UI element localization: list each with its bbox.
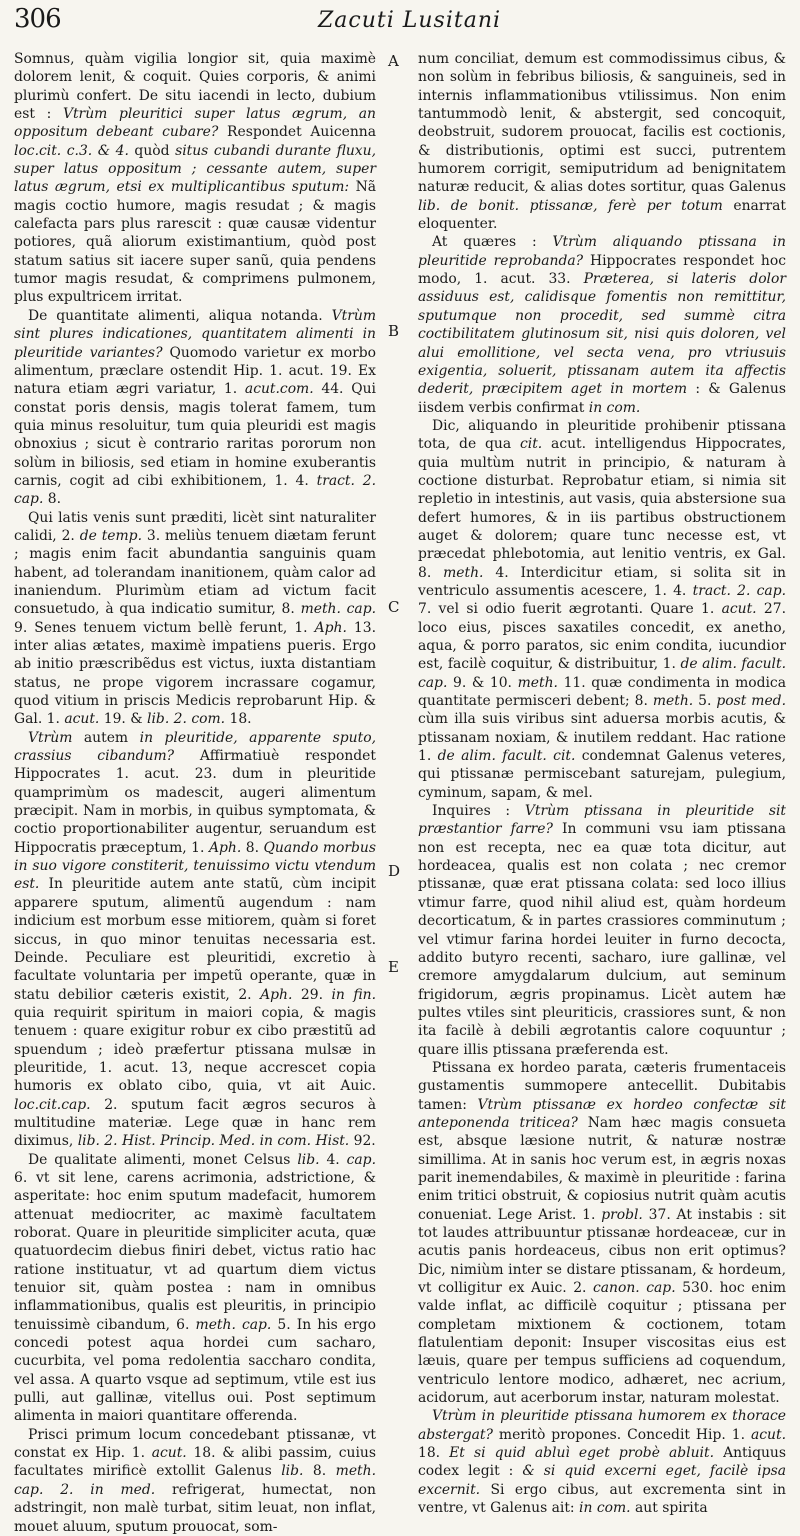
text-run: 6. vt sit lene, carens acrimonia, adstrictione, & asperitate: hoc enim sputum madefacit, humorem attenuat mediocriter, ac maximè facultatem roborat. Quare in pleuritide simpliciter acuta, quæ quatuordecim diebus finiri debet, victus ratio hac ratione instituatur, vt ad quartum diem victus tenuior sit, quàm postea : nam in omnibus inflammationibus, qualis est pleuritis, in principio tenuissimè cibandum, 6. [14,1169,376,1333]
italic-text: in com. [588,399,641,416]
italic-text: meth. cap. [195,1316,272,1333]
italic-text: Aph. [260,986,293,1003]
text-run: Qui latis venis sunt præditi, licèt sint naturaliter calidi, 2. [14,509,376,544]
page-number: 306 [14,4,61,34]
text-run: 530. hoc enim valde inflat, ac difficilè coquitur ; ptissana per completam mixtionem & coctionem, totam flatulentiam deponit: Insuper viscositas eius est læuis, quare per tempus sufficiens ad coquendum, ventriculo lentore modico, adhæret, nec acrium, acidorum, aut acerborum instar, naturam molestat. [418,1280,787,1407]
text-run: 44. Qui constat poris densis, magis tolerat famem, tum quia minus resoluitur, tum quia pleuridi est magis obnoxius ; sicut è contrario raritas pororum non solùm in biliosis, sed etiam in homine exuberantis carnis, cogit ad cibi exhibitionem, 1. 4. [14,381,376,489]
text-run: 11. quæ condimenta in modica quantitate permisceri debent; 8. [418,674,786,710]
text-run: 18. [418,1445,450,1462]
italic-text: acut. [151,1445,187,1462]
italic-text: meth. cap. 2. in med. [14,1463,376,1498]
italic-text: meth. [443,564,484,581]
text-run: 18. & alibi passim, cuius facultates mirificè extollit Galenus [14,1445,376,1480]
italic-text: de temp. [79,527,142,544]
paragraph [14,1151,376,1426]
italic-text: lib. 2. com. [147,711,226,728]
italic-text: lib. [297,1151,320,1168]
text-run: 18. [225,711,252,728]
text-run: In pleuritide autem ante statũ, cùm incipit apparere sputum, alimentũ augendum : nam indicium est morbum esse mitiorem, quàm si foret siccus, in quo minor tenuitas necessaria est. Deinde. Peculiare est pleuritidi, excretio à facultate voluntaria per impetũ operante, quæ in statu debilior cæteris existit, 2. [14,876,376,1003]
paragraph [14,509,376,729]
text-run: De qualitate alimenti, monet Celsus [28,1151,298,1168]
italic-text: Quando morbus in suo vigore constiterit, tenuissimo victu vtendum est. [14,839,377,893]
italic-text: Aph. [314,619,347,636]
italic-text: canon. cap. [592,1280,676,1297]
italic-text: in com. [579,1500,631,1517]
text-run: enarrat eloquenter. [418,197,786,233]
margin-marker-a: A [388,52,399,70]
text-run: Hippocrates respondet hoc modo, 1. acut. 33. [418,252,786,288]
text-run: cùm illa suis viribus sint aduersa morbis acutis, & ptissanam noxiam, & inutilem reddant. Hac ratione 1. [418,711,786,765]
text-run: Somnus, quàm vigilia longior sit, quia maximè dolorem lenit, & coquit. Quies corporis, & animi plurimù confert. De situ iacendi in lecto, dubium est : [14,51,376,123]
text-run: Prisci primum locum concedebant ptissanæ, vt constat ex Hip. 1. [14,1426,376,1462]
text-run: Dic, aliquando in pleuritide prohibenir ptissana tota, de qua [418,417,786,453]
text-run: In communi vsu iam ptissana non est recepta, nec ea quæ tota dicitur, aut hordeacea, qualis est non colata ; nec cremor ptissanæ, quæ erat ptissana colata: sed loco illius vtimur farre, quod nihil aliud est, quàm hordeum decorticatum, & in partes crassiores comminutum ; vel vtimur farina hordei leuiter in furno decocta, addito butyro recenti, sacharo, iure gallinæ, vel cremore amygdalarum dulcium, aut seminum frigidorum, ægris propinamus. Licèt autem hæ pultes vtiles sint pleuriticis, crassiores sunt, & non ita facilè à debili ægrotantis calore coquuntur ; quare illis ptissana præferenda est. [418,821,786,1058]
text-run: Ptissana ex hordeo parata, cæteris frumentaceis gustamentis summopere antecellit. Dubitabis tamen: [418,1059,786,1113]
left-column [14,50,377,1535]
italic-text: cit. [519,436,543,453]
italic-text: meth. [652,693,694,710]
text-run: 8. [43,491,62,508]
text-run: 5. In his ergo concedi potest aqua hordei cum sacharo, cucurbita, vel poma redolentia saccharo condita, vel assa. A quarto vsque ad septimum, vtile est ius pulli, aut gallinæ, vitellus oui. Post septimum alimenta in maiori quantitare offerenda. [14,1316,377,1425]
italic-text: cap. [346,1151,376,1168]
text-run: autem [72,729,140,746]
italic-text: lib. de bonit. ptissanæ, ferè per totum [418,197,723,214]
italic-text: meth. [517,674,558,691]
italic-text: acut. [64,711,100,728]
text-run: De quantitate alimenti, aliqua notanda. [28,307,332,324]
italic-text: acut. [750,1426,786,1443]
text-run: 9. & 10. [447,674,518,691]
margin-marker-e: E [388,958,399,976]
text-run: 5. [693,693,717,710]
text-run: Si ergo cibus, aut excrementa sint in ventre, vt Galenus ait: [418,1481,786,1517]
italic-text: acut. [721,601,757,618]
italic-text: Vtrùm pleuritici super latus ægrum, an oppositum debeant cubare? [14,106,376,141]
italic-text: loc.cit. c.3. & 4. [14,142,129,159]
paragraph [418,1407,786,1517]
italic-text: Vtrùm ptissanæ ex hordeo confectæ sit anteponenda triticea? [418,1096,786,1131]
text-run: : & Galenus iisdem verbis confirmat [418,381,786,416]
text-run: Nam hæc magis consueta est, absque læsione nutrit, & naturæ nostræ simillima. At in sanis hoc verum est, in ægris noxas parit inemendabiles, & maximè in pleuritide : farina enim tritici obstruit, & copiosius nutrit quàm acutis conueniat. Lege Arist. 1. [418,1114,787,1223]
italic-text: & si quid excerni eget, facilè ipsa excernit. [418,1463,786,1498]
paragraph [418,417,786,802]
text-run: 2. sputum facit ægros securos à multitudine materiæ. Lege quæ in hanc rem diximus, [14,1096,376,1150]
right-column [418,50,787,1517]
paragraph [418,233,786,416]
italic-text: Vtrùm ptissana in pleuritide sit præstantior farre? [418,803,787,838]
paragraph [418,1059,786,1408]
text-run: aut spirita [630,1500,708,1517]
text-run: 4. [319,1151,347,1168]
text-run: 8. [303,1463,336,1480]
text-run: 13. inter alias ætates, maximè impatiens pueris. Ergo ab initio præscribẽdus est victus, iuxta distantiam status, ne prope vigorem incrassare cogamur, quod vitium in priscis Medicis reprobarunt Hip. & Gal. 1. [14,619,376,728]
italic-text: tract. 2. cap. [692,582,786,599]
running-head: Zacuti Lusitani [318,8,502,33]
italic-text: probl. [601,1206,643,1223]
italic-text: lib. 2. Hist. Princip. Med. in com. Hist. [77,1133,350,1150]
italic-text: post med. [716,693,786,710]
italic-text: lib. [281,1463,304,1480]
text-run: Antiquus codex legit : [418,1445,786,1480]
text-run: 4. Interdicitur etiam, si solita sit in ventriculo assumentis acescere, 1. 4. [418,564,786,599]
margin-marker-c: C [388,598,400,616]
paragraph [14,307,376,509]
text-run: Affirmatiuè respondet Hippocrates 1. acut. 23. dum in pleuritide quamprimùm os madescit, augeri alimentum præcipit. Nam in morbis, in quibus symptomata, & coctio proportionabiliter augentur, seruandum est Hippocratis præceptum, 1. [14,748,376,856]
italic-text: tract. 2. cap. [14,472,376,508]
text-run: Quomodo varietur ex morbo alimentum, præclare ostendit Hip. 1. acut. 19. Ex natura etiam ægri variatur, 1. [14,344,376,398]
italic-text: de alim. facult. cit. [437,748,576,765]
text-run: Respondet Auicenna [218,124,376,141]
text-run: At quæres : [432,234,553,251]
paragraph [14,50,376,307]
italic-text: in fin. [331,986,376,1003]
page-header [0,4,800,44]
text-run: acut. intelligendus Hippocrates, quia multùm nutrit in principio, & naturam à coctione disturbat. Reprobatur etiam, si nimia sit repletio in intestinis, aut vasis, quia abstersione sua defert humores, & in iis partibus obstructionem auget & dolorem; quare tunc necesse est, vt præcedat phlebotomia, aut lenitio ventris, ex Gal. 8. [418,436,787,581]
text-run: 8. [241,839,264,856]
text-run: 37. At instabis : sit tot laudes attribuuntur ptissanæ hordeaceæ, cur in acutis panis hordeaceus, cibus non erit optimus? Dic, nimiùm inter se distare ptissanam, & hordeum, vt colligitur ex Auic. 2. [418,1206,786,1297]
italic-text: acut.com. [244,381,314,398]
margin-marker-b: B [388,322,400,340]
margin-marker-d: D [388,862,401,880]
italic-text: Vtrùm in pleuritide ptissana humorem ex thorace abstergat? [418,1408,786,1443]
italic-text: meth. cap. [300,601,376,618]
italic-text: Vtrùm [28,729,73,746]
text-run: quòd [128,142,176,159]
text-run: Nã magis coctio humore, magis resudat ; & magis calefacta pars plus rarescit : quæ causæ videntur potiores, quã aliorum existimantium, quòd post statum satius sit iacere super sanũ, quia pendens tumor magis resudat, & comprimens pulmonem, plus expultricem irritat. [14,179,376,306]
text-run: quia requirit spiritum in maiori copia, & magis tenuem : quare exigitur robur ex cibo præstitũ ad spuendum ; ideò præfertur ptissana mulsæ in pleuritide, 1. acut. 13, neque accrescet copia humoris ex oblato cibo, quia, vt ait Auic. [14,1004,376,1095]
text-run: 27. loco eius, pisces saxatiles concedit, ex anetho, aqua, & porro paratos, sic enim condita, iucundior est, facilè coquitur, & distribuitur, 1. [418,601,786,673]
text-run: Inquires : [432,803,525,820]
text-run: meritò propones. Concedit Hip. 1. [492,1426,751,1443]
paragraph [418,802,786,1059]
italic-text: in pleuritide, apparente sputo, crassius cibandum? [14,729,376,765]
text-run: 92. [349,1133,376,1150]
italic-text: de alim. facult. cap. [418,656,786,691]
italic-text: loc.cit.cap. [14,1096,91,1113]
text-run: 3. meliùs tenuem diætam ferunt ; magis enim facit abundantia sanguinis quam habent, ad tolerandam inanitionem, quàm calor ad inaniendum. Plurimùm etiam ad victum facit consuetudo, à qua indicatio sumitur, 8. [14,527,377,618]
text-run: 7. vel si odio fuerit ægrotanti. Quare 1. [418,601,722,618]
text-run: 9. Senes tenuem victum bellè ferunt, 1. [14,619,315,636]
paragraph [14,1426,376,1536]
text-run: refrigerat, humectat, non adstringit, non malè turbat, sitim leuat, non inflat, mouet aluum, sputum prouocat, som- [14,1481,376,1535]
italic-text: Vtrùm sint plures indicationes, quantitatem alimenti in pleuritide variantes? [14,307,376,361]
italic-text: Aph. [208,839,242,856]
text-run: num conciliat, demum est commodissimus cibus, & non solùm in febribus biliosis, & sanguineis, sed in internis inflammationibus vtilissimus. Non enim tantummodò lenit, & abstergit, sed concoquit, deobstruit, sudorem prouocat, facilis est coctionis, & distributionis, optimi est succi, putrentem humorem corrigit, semiputridum ad benignitatem naturæ reducit, & alias dotes sortitur, quas Galenus [418,51,786,196]
italic-text: Et si quid abluì eget probè abluit. [449,1445,714,1462]
italic-text: situs cubandi durante fluxu, super latus oppositum ; cessante autem, super latus ægrum, etsi ex multiplicantibus sputum: [14,142,376,196]
text-run: 29. [292,986,332,1003]
text-run: 19. & [99,711,148,728]
paragraph [14,729,376,1151]
text-run: condemnat Galenus veteres, qui ptissanæ permiscebant saturejam, pulegium, cyminum, sapam, & mel. [418,748,787,801]
italic-text: Vtrùm aliquando ptissana in pleuritide reprobanda? [418,234,786,269]
paragraph [418,50,786,233]
italic-text: Præterea, si lateris dolor assiduus est, calidisque fomentis non remittitur, sputumque non procedit, sed summè citra coctibilitatem glutinosum sit, nisi quis doloren, vel alui emollitione, vel secta vena, pro vtriusuis exigentia, soluerit, ptissanam autem ita affectis dederit, præcipitem aget in mortem [418,271,786,398]
